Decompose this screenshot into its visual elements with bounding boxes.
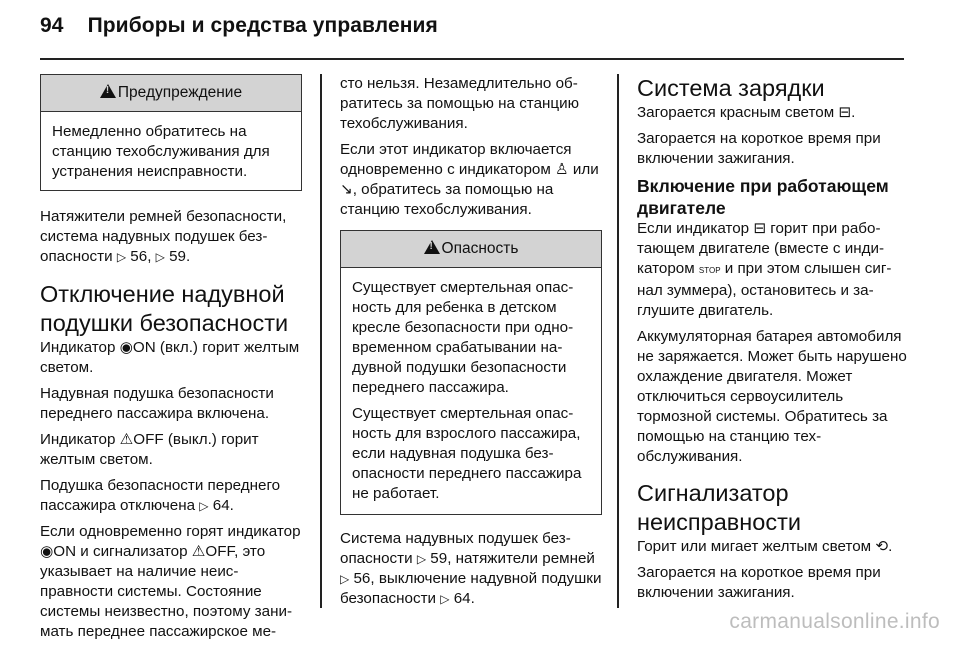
airbag-off-icon: ⚠ xyxy=(191,543,206,560)
page-ref-icon: ▷ xyxy=(155,250,165,264)
page-ref-icon: ▷ xyxy=(199,499,209,513)
warning-title: Предупреждение xyxy=(117,84,243,101)
warning-triangle-icon xyxy=(424,240,440,254)
header-divider xyxy=(40,58,904,60)
paragraph-indicator-on: Индикатор ◉ON (вкл.) горит желтым светом. xyxy=(40,339,300,376)
page-title: Приборы и средства управления xyxy=(87,14,438,37)
paragraph-pretensioners: Натяжители ремней безопасности, система надувных подушек безопасности ▷ 56, ▷ 59. xyxy=(40,208,287,265)
page-ref-icon: ▷ xyxy=(116,250,127,264)
column-divider-2 xyxy=(617,74,619,608)
column-3 xyxy=(637,74,907,609)
paragraph-engine-running: Если индикатор ⊟ горит при работающем двигателе (вместе с индикатором STOP и при этом слышен сигнал зуммера), остановитесь и заглушите двигатель. xyxy=(637,220,892,319)
paragraph-battery-not-charging: Аккумуляторная батарея автомобиля не заряжается. Может быть нарушено охлаждение двигателя. Может отключиться сервоусилитель тормозной системы. Обратитесь за помощью на станцию техобслуживания. xyxy=(637,328,907,465)
paragraph-malfunction-yellow: Горит или мигает желтым светом ⟲. xyxy=(637,538,893,555)
paragraph-airbag-disabled: Подушка безопасности переднего пассажира отключена ▷ 64. xyxy=(40,477,281,514)
danger-text-child: Существует смертельная опасность для ребенка в детском кресле безопасности при одновременном срабатывании надувной подушки безопасности переднего пассажира. xyxy=(352,279,574,396)
page-header xyxy=(40,14,438,38)
warning-text: Немедленно обратитесь на станцию техобслуживания для устранения неисправности. xyxy=(52,123,270,180)
battery-icon: ⊟ xyxy=(838,104,852,121)
danger-box xyxy=(340,230,602,515)
section-heading-charging: Система зарядки xyxy=(637,75,825,101)
airbag-on-icon: ◉ xyxy=(40,543,54,560)
watermark: carmanualsonline.info xyxy=(729,610,940,633)
paragraph-charging-red: Загорается красным светом ⊟. xyxy=(637,104,856,121)
airbag-icon: ↘ xyxy=(340,181,353,198)
column-divider-1 xyxy=(320,74,322,608)
danger-text-adult: Существует смертельная опасность для взрослого пассажира, если надувная подушка безопасности переднего пассажира не работает. xyxy=(352,405,582,502)
column-2 xyxy=(340,74,602,615)
paragraph-charging-ignition: Загорается на короткое время при включении зажигания. xyxy=(637,130,881,167)
section-heading-malfunction: Сигнализатор неисправности xyxy=(637,480,801,535)
page-ref-icon: ▷ xyxy=(416,552,427,566)
danger-title: Опасность xyxy=(441,240,519,257)
column-1 xyxy=(40,74,302,648)
stop-icon: STOP xyxy=(698,266,721,275)
paragraph-airbag-enabled: Надувная подушка безопасности переднего пассажира включена. xyxy=(40,385,274,422)
seatbelt-icon: ♙ xyxy=(555,161,569,178)
airbag-off-icon: ⚠ xyxy=(119,431,134,448)
section-heading-airbag-off: Отключение надувной подушки безопасности xyxy=(40,281,289,336)
warning-box xyxy=(40,74,302,191)
subheading-engine-running: Включение при работающем двигателе xyxy=(637,176,889,218)
page-ref-icon: ▷ xyxy=(440,592,450,606)
page-ref-icon: ▷ xyxy=(340,572,350,586)
paragraph-both-lit: Если одновременно горят индикатор ◉ON и сигнализатор ⚠OFF, это указывает на наличие неисправности системы. Состояние системы неизвестно, поэтому занимать переднее пассажирское ме- xyxy=(40,523,301,640)
airbag-on-icon: ◉ xyxy=(119,339,133,356)
paragraph-continued: сто нельзя. Незамедлительно обратитесь за помощью на станцию техобслуживания. xyxy=(340,75,580,132)
paragraph-see-also: Система надувных подушек безопасности ▷ 59, натяжители ремней ▷ 56, выключение надувной подушки безопасности ▷ 64. xyxy=(340,530,602,607)
engine-check-icon: ⟲ xyxy=(875,538,889,555)
page-number: 94 xyxy=(40,14,64,37)
paragraph-simultaneous: Если этот индикатор включается одновременно с индикатором ♙ или ↘, обратитесь за помощью на станцию техобслуживания. xyxy=(340,141,599,218)
battery-icon: ⊟ xyxy=(753,220,767,237)
danger-box-header xyxy=(341,231,601,268)
paragraph-malfunction-ignition: Загорается на короткое время при включении зажигания. xyxy=(637,564,881,601)
warning-triangle-icon xyxy=(100,84,116,98)
paragraph-indicator-off: Индикатор ⚠OFF (выкл.) горит желтым светом. xyxy=(40,431,259,468)
warning-box-header xyxy=(41,75,301,112)
